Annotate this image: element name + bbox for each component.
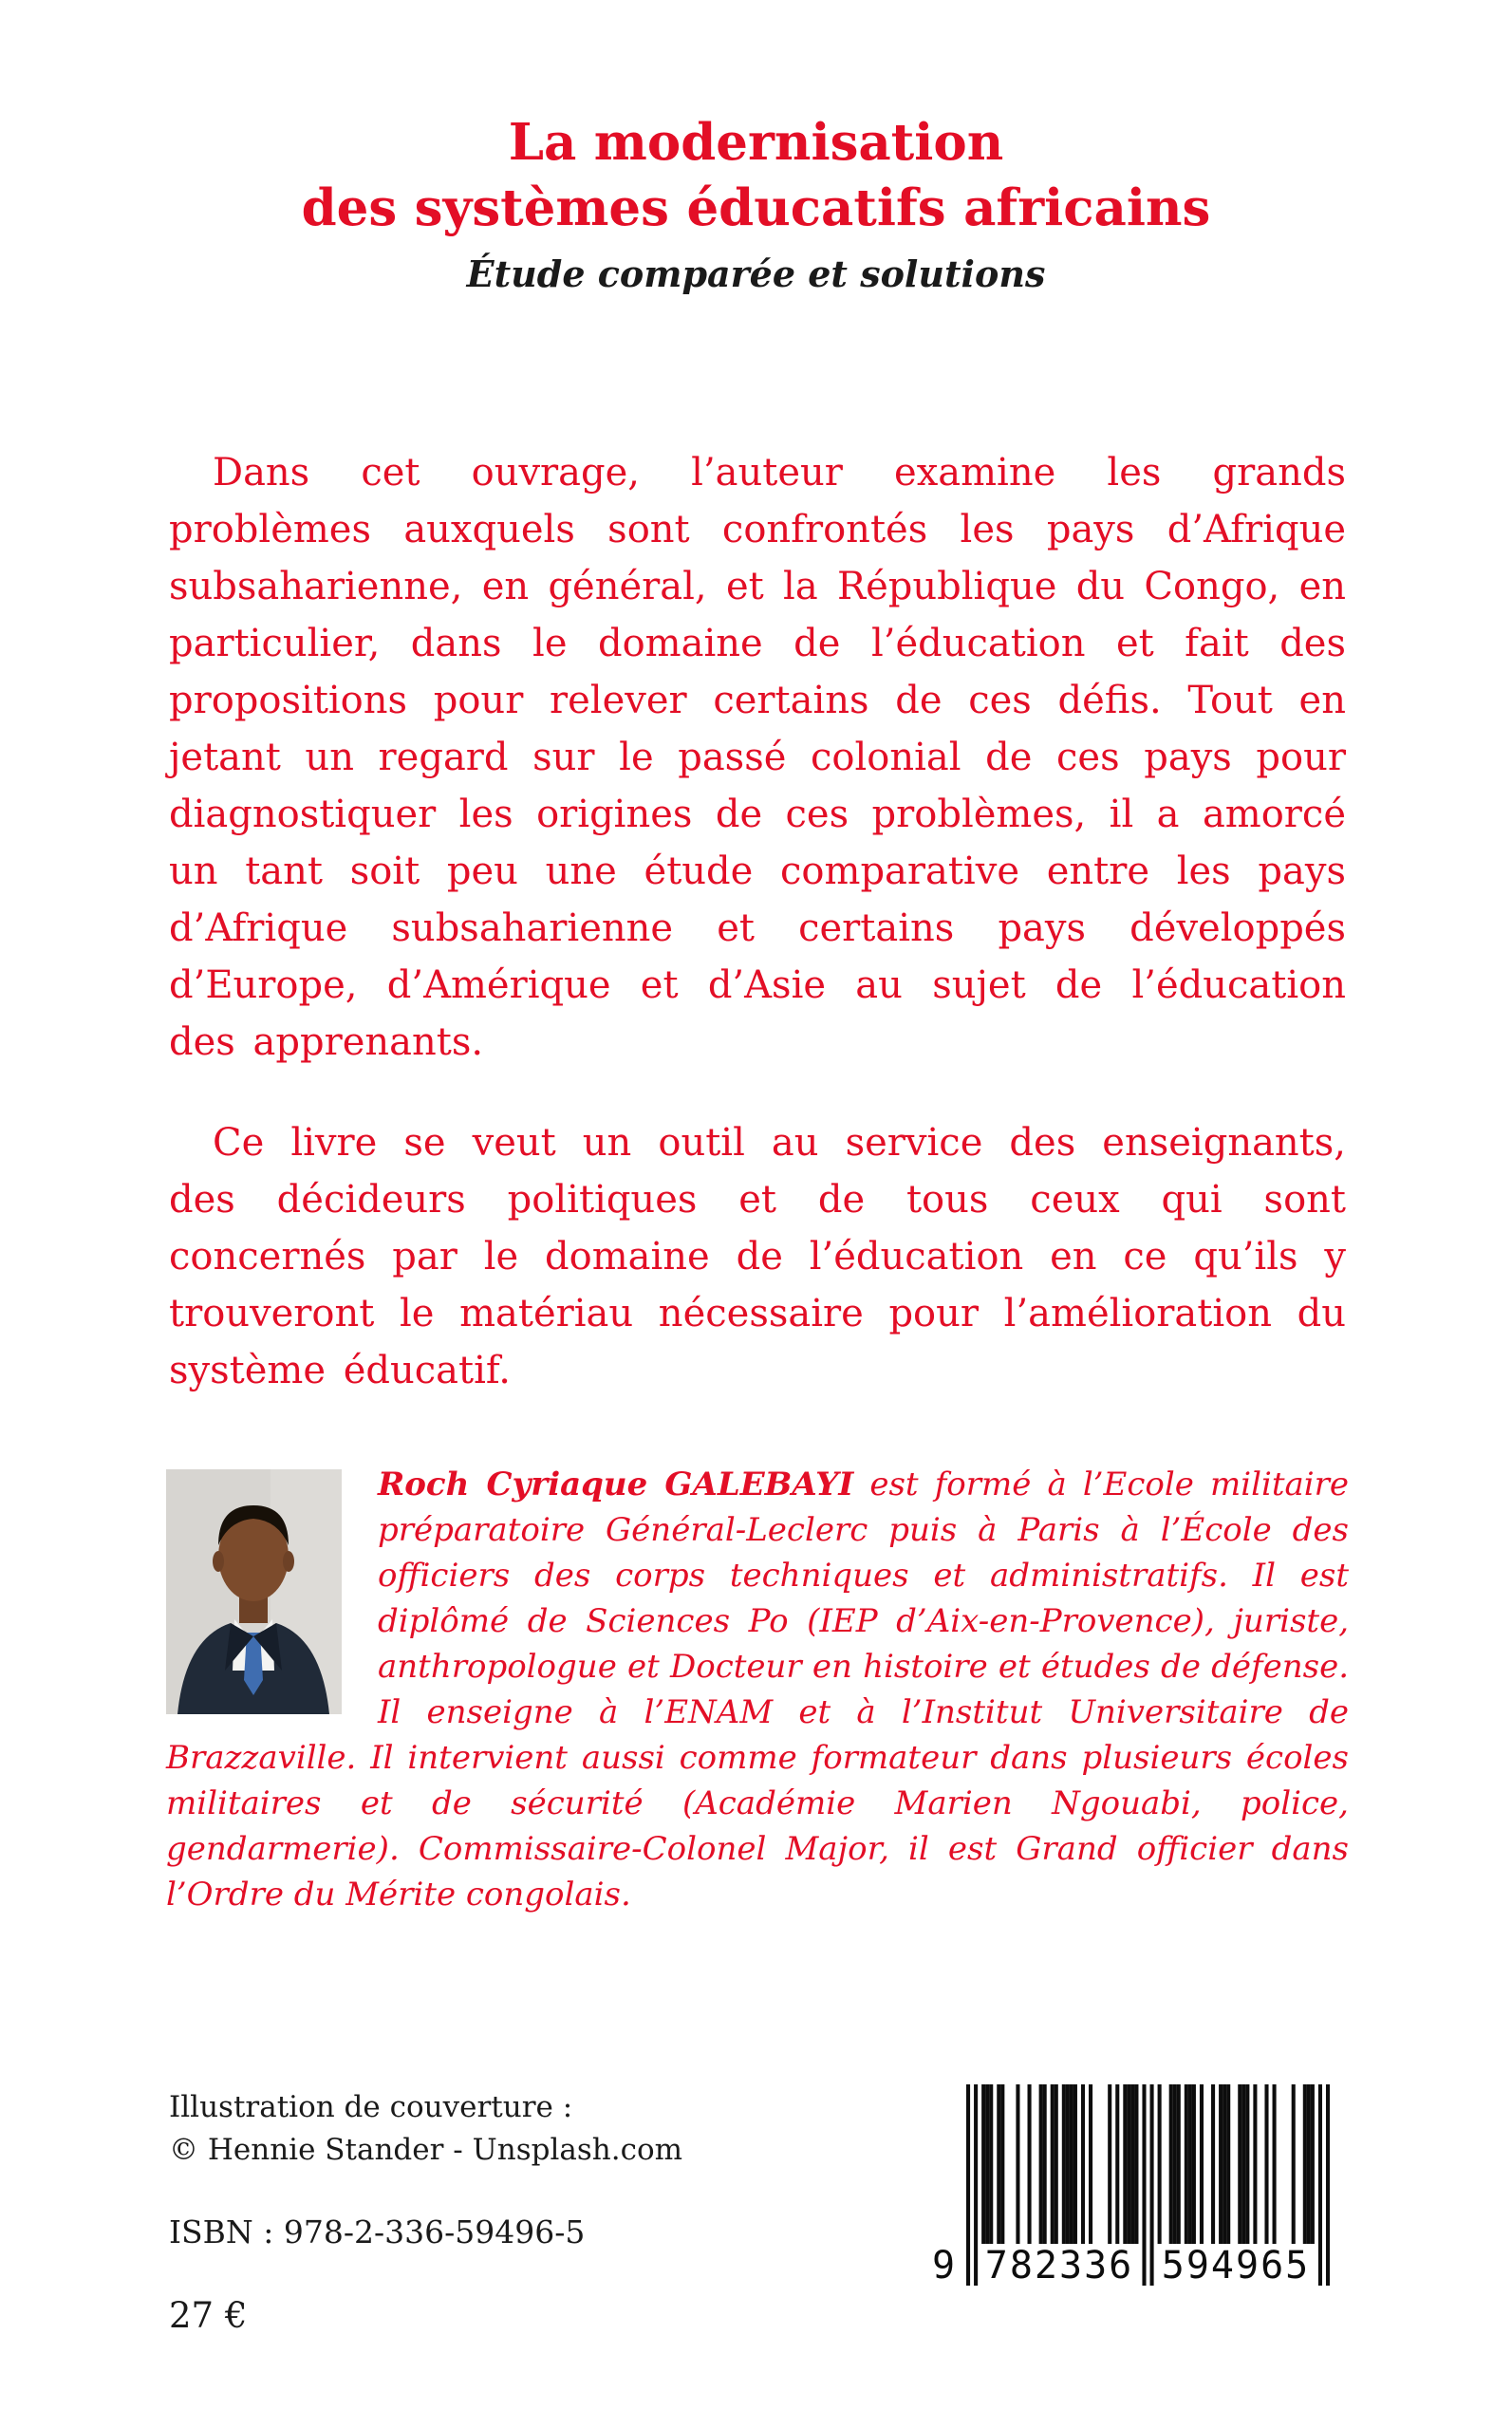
author-bio: [166, 1462, 1349, 1917]
cover-credit: [169, 2086, 682, 2172]
author-name: Roch Cyriaque GALEBAYI: [378, 1466, 854, 1503]
barcode-digits-group2: 594965: [1155, 2244, 1316, 2291]
title-block: [0, 110, 1512, 295]
cover-credit-line1: Illustration de couverture :: [169, 2090, 573, 2124]
book-subtitle: Étude comparée et solutions: [466, 252, 1046, 295]
author-photo: [166, 1469, 342, 1714]
author-portrait-illustration: [166, 1469, 342, 1714]
book-title-line1: La modernisation: [508, 113, 1004, 172]
synopsis: [169, 444, 1346, 1443]
cover-credit-line2: © Hennie Stander - Unsplash.com: [169, 2133, 683, 2167]
barcode-digit-first: 9: [932, 2244, 958, 2288]
bio-paragraph: [166, 1462, 1349, 1917]
synopsis-paragraph-1: Dans cet ouvrage, l’auteur examine les grands problèmes auxquels sont confrontés les pays d’Afrique subsaharienne, en général, et la République du Congo, en particulier, dans le domaine de l’éducation et fait des propositions pour relever certains de ces défis. Tout en jetant un regard sur le passé colonial de ces pays pour diagnostiquer les origines de ces problèmes, il a amorcé un tant soit peu une étude comparative entre les pays d’Afrique subsaharienne et certains pays développés d’Europe, d’Amérique et d’Asie au sujet de l’éducation des apprenants.: [169, 451, 1346, 1064]
barcode: [932, 2084, 1330, 2310]
bio-text: est formé à l’Ecole militaire préparatoire Général-Leclerc puis à Paris à l’École des officiers des corps techniques et administratifs. Il est diplômé de Sciences Po (IEP d’Aix-en-Provence), juriste, anthropologue et Docteur en histoire et études de défense. Il enseigne à l’ENAM et à l’Institut Universitaire de Brazzaville. Il intervient aussi comme formateur dans plusieurs écoles militaires et de sécurité (Académie Marien Ngouabi, police, gendarmerie). Commissaire-Colonel Major, il est Grand officier dans l’Ordre du Mérite congolais.: [166, 1466, 1349, 1914]
barcode-digits-group1: 782336: [979, 2244, 1140, 2291]
isbn: ISBN : 978-2-336-59496-5: [169, 2213, 586, 2250]
book-title-line2: des systèmes éducatifs africains: [301, 177, 1211, 237]
price: 27 €: [169, 2295, 248, 2336]
synopsis-paragraph-2: Ce livre se veut un outil au service des enseignants, des décideurs politiques et de tous ceux qui sont concernés par le domaine de l’éducation en ce qu’ils y trouveront le matériau nécessaire pour l’amélioration du système éducatif.: [169, 1121, 1346, 1392]
